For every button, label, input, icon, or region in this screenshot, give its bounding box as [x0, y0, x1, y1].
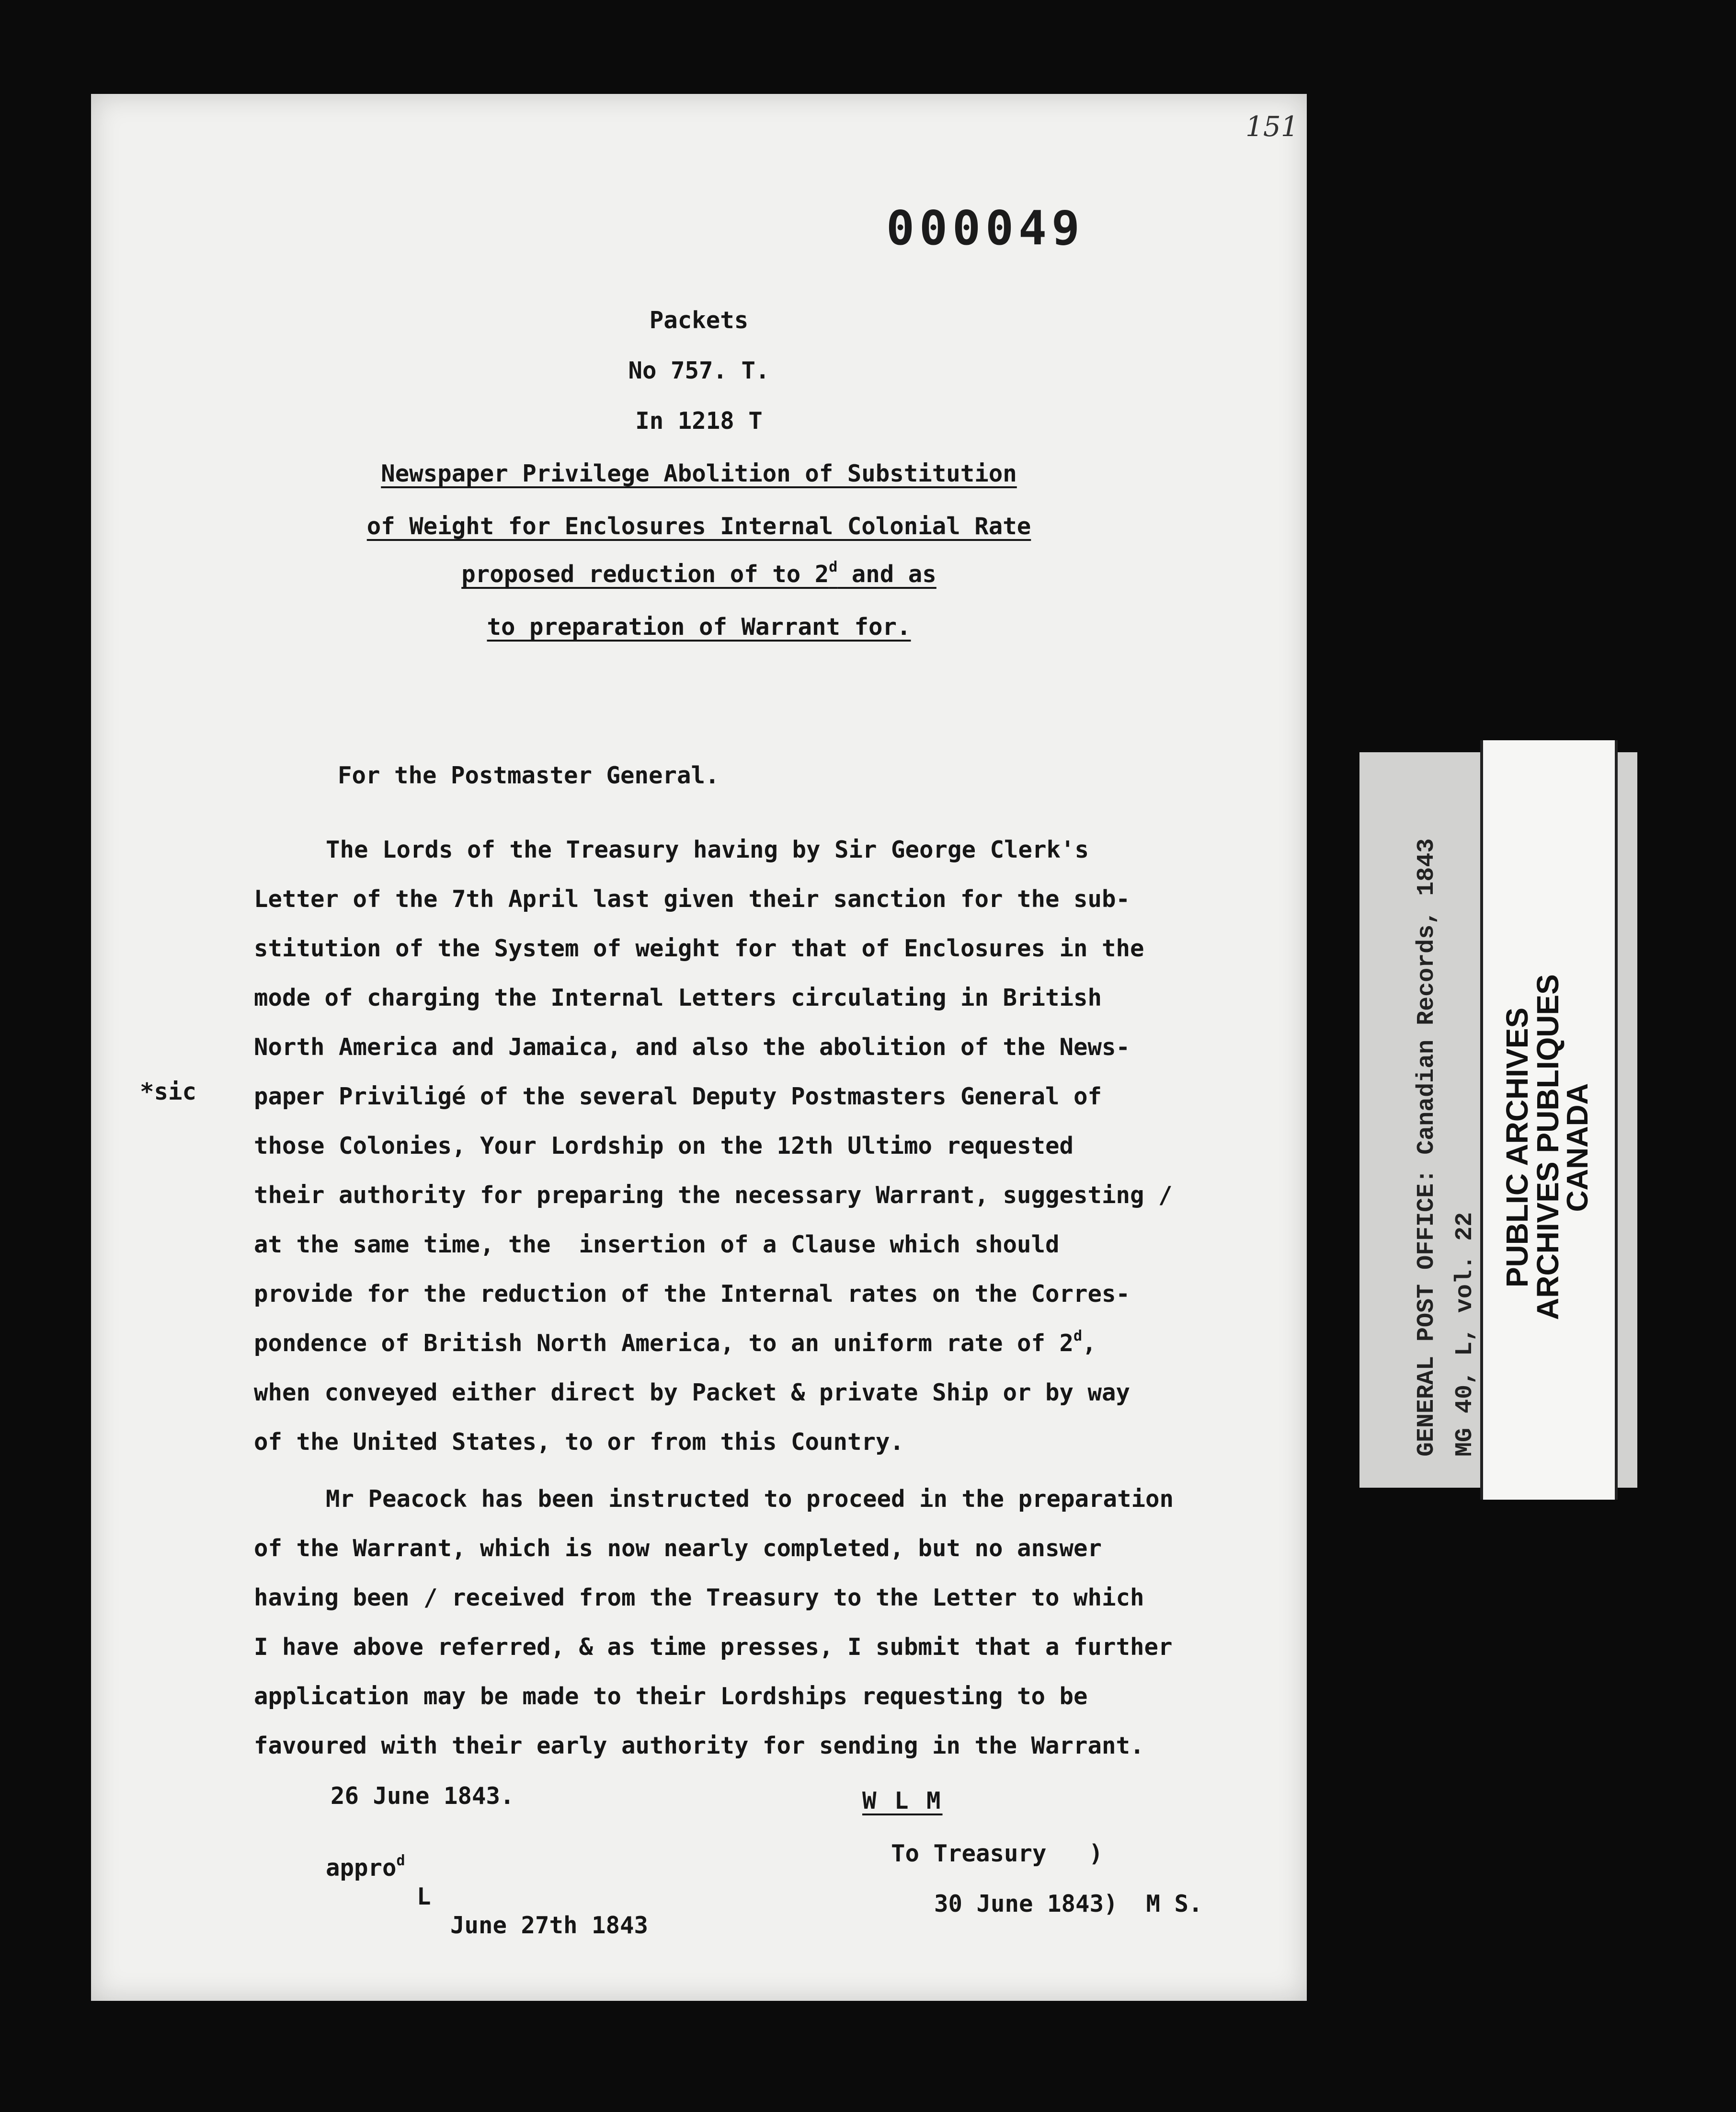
- letter-date: 26 June 1843.: [331, 1782, 514, 1810]
- paragraph-line: at the same time, the insertion of a Clause which should: [254, 1231, 1060, 1258]
- subject-line-4: to preparation of Warrant for.: [487, 613, 911, 641]
- margin-note: *sic: [140, 1078, 197, 1105]
- paragraph-line: application may be made to their Lordships requesting to be: [254, 1683, 1088, 1710]
- to-treasury: To Treasury ): [891, 1840, 1103, 1867]
- archive-stamp-line-2: ARCHIVES PUBLIQUES: [1530, 974, 1565, 1320]
- salutation: For the Postmaster General.: [338, 762, 720, 789]
- approved-date: June 27th 1843: [450, 1912, 649, 1939]
- heading-line-3: In 1218 T: [635, 407, 763, 435]
- paragraph-line: when conveyed either direct by Packet & private Ship or by way: [254, 1379, 1131, 1406]
- paragraph-line: The Lords of the Treasury having by Sir George Clerk's: [326, 836, 1089, 863]
- paragraph-line: of the Warrant, which is now nearly completed, but no answer: [254, 1535, 1102, 1562]
- paragraph-line: Mr Peacock has been instructed to proceed in the preparation: [326, 1485, 1174, 1513]
- signature-initials: W L M: [862, 1787, 943, 1814]
- paragraph-line: having been / received from the Treasury to the Letter to which: [254, 1584, 1144, 1611]
- paragraph-line: of the United States, to or from this Country.: [254, 1428, 904, 1456]
- paragraph-line: North America and Jamaica, and also the abolition of the News-: [254, 1033, 1131, 1061]
- stamp-number: 000049: [886, 201, 1085, 256]
- paragraph-line: favoured with their early authority for sending in the Warrant.: [254, 1732, 1144, 1759]
- subject-line-2: of Weight for Enclosures Internal Colonial Rate: [366, 513, 1031, 540]
- archive-stamp-line-1: PUBLIC ARCHIVES: [1500, 1007, 1534, 1288]
- archive-label-line-2: MG 40, L, vol. 22: [1451, 1212, 1479, 1457]
- paragraph-line: stitution of the System of weight for that of Enclosures in the: [254, 935, 1144, 962]
- paragraph-line: those Colonies, Your Lordship on the 12th Ultimo requested: [254, 1132, 1074, 1159]
- subject-line-3: proposed reduction of to 2$^d$ and as: [461, 559, 937, 588]
- treasury-date: 30 June 1843) M S.: [934, 1890, 1203, 1917]
- folio-number: 151: [1245, 110, 1299, 143]
- paragraph-line: mode of charging the Internal Letters circulating in British: [254, 984, 1102, 1011]
- archive-stamp-line-3: CANADA: [1561, 1083, 1594, 1212]
- archive-stamp: [1502, 975, 1593, 1320]
- paragraph-line: pondence of British North America, to an uniform rate of 2$^d$,: [254, 1328, 1096, 1357]
- approved-by: L: [417, 1883, 431, 1910]
- paragraph-line: their authority for preparing the necessary Warrant, suggesting /: [254, 1182, 1173, 1209]
- heading-line-2: No 757. T.: [628, 357, 770, 384]
- subject-line-1: Newspaper Privilege Abolition of Substitution: [381, 460, 1017, 487]
- archive-label-line-1: GENERAL POST OFFICE: Canadian Records, 1843: [1413, 838, 1440, 1457]
- paragraph-line: paper Priviligé of the several Deputy Postmasters General of: [254, 1083, 1102, 1110]
- paragraph-line: I have above referred, & as time presses, I submit that a further: [254, 1633, 1173, 1661]
- paragraph-line: provide for the reduction of the Internal rates on the Corres-: [254, 1280, 1131, 1308]
- approved-note: appro$^d$: [326, 1852, 405, 1882]
- heading-line-1: Packets: [649, 307, 749, 334]
- paragraph-line: Letter of the 7th April last given their sanction for the sub-: [254, 885, 1131, 913]
